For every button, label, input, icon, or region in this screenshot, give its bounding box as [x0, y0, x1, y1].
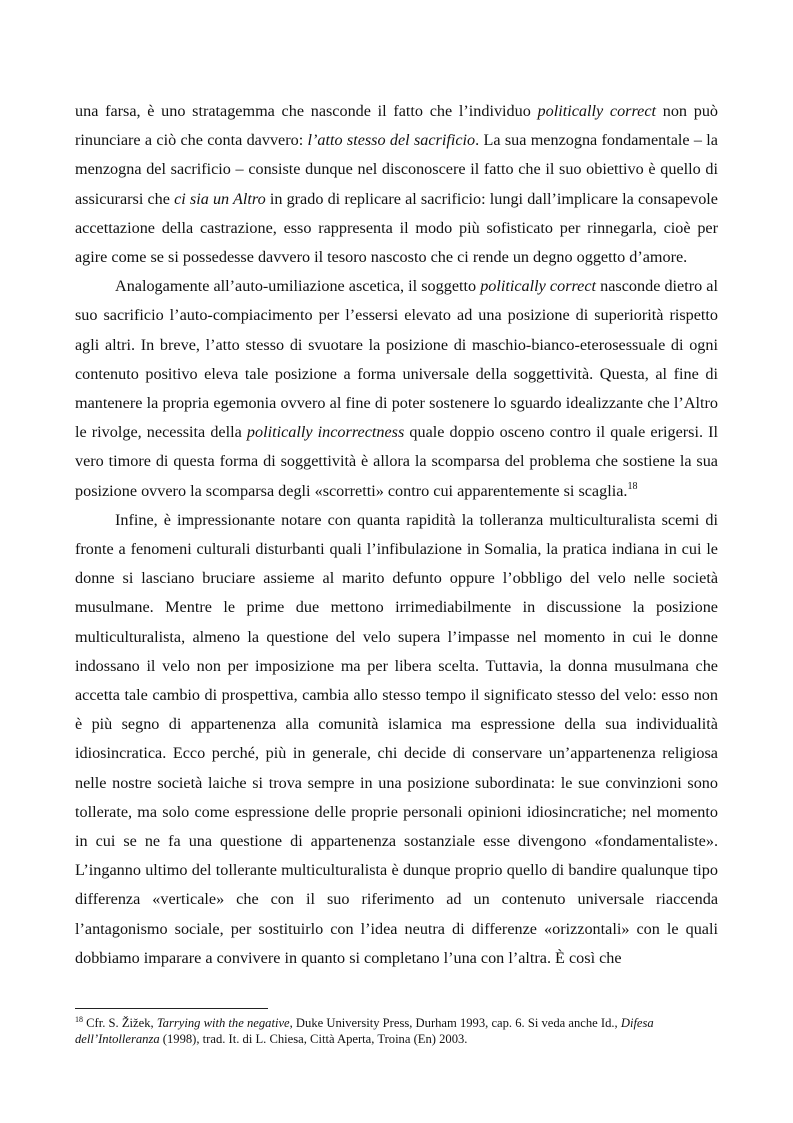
italic-term: politically correct	[480, 277, 597, 296]
italic-term: l’atto stesso del sacrificio	[307, 131, 476, 150]
paragraph-3: Infine, è impressionante notare con quanta rapidità la tolleranza multiculturalista scemi di fronte a fenomeni culturali disturbanti quali l’infibulazione in Somalia, la pratica indiana in cui le donne si lasciano bruciare assieme al marito defunto oppure l’obbligo del velo nelle società musulmane. Mentre le prime due mettono irrimediabilmente in discussione la posizione multiculturalista, almeno la questione del velo supera l’impasse nel momento in cui le donne indossano il velo non per imposizione ma per libera scelta. Tuttavia, la donna musulmana che accetta tale cambio di prospettiva, cambia allo stesso tempo il significato stesso del velo: esso non è più segno di appartenenza alla comunità islamica ma espressione della sua individualità idiosincratica. Ecco perché, più in generale, chi decide di conservare un’appartenenza religiosa nelle nostre società laiche si trova sempre in una posizione subordinata: le sue convinzioni sono tollerate, ma solo come espressione delle proprie personali opinioni idiosincratiche; nel momento in cui se ne fa una questione di appartenenza sostanziale esse divengono «fondamentaliste». L’inganno ultimo del tollerante multiculturalista è dunque proprio quello di bandire qualunque tipo differenza «verticale» che con il suo riferimento ad un contenuto universale riaccenda l’antagonismo sociale, per sostituirlo con l’idea neutra di differenze «orizzontali» con le quali dobbiamo imparare a convivere in quanto si completano l’una con l’altra. È così che	[75, 510, 718, 967]
italic-title: Tarrying with the negative	[156, 1016, 290, 1030]
footnote-number: 18	[75, 1015, 83, 1024]
footnote: $^{18}$ Cfr. S. Žižek, Tarrying with the negative, Duke University Press, Durham 1993, cap. 6. Si veda anche Id., Difesa dell’Intolleranza (1998), trad. It. di L. Chiesa, Città Aperta, Troina (En) 2003.	[75, 1015, 654, 1046]
paragraph-1: una farsa, è uno stratagemma che nasconde il fatto che l’individuo politically correct non può rinunciare a ciò che conta davvero: l’atto stesso del sacrificio. La sua menzogna fondamentale – la menzogna del sacrificio – consiste dunque nel disconoscere il fatto che il suo obiettivo è quello di assicurarsi che ci sia un Altro in grado di replicare al sacrificio: lungi dall’implicare la consapevole accettazione della castrazione, esso rappresenta il modo più sofisticato per rinnegarla, cioè per agire come se si possedesse davvero il tesoro nascosto che ci rende un degno oggetto d’amore.	[75, 102, 719, 267]
paragraph-2: Analogamente all’auto-umiliazione ascetica, il soggetto politically correct nasconde dietro al suo sacrificio l’auto-compiacimento per l’essersi elevato ad una posizione di superiorità rispetto agli altri. In breve, l’atto stesso di svuotare la posizione di maschio-bianco-eterosessuale di ogni contenuto positivo eleva tale posizione a forma universale della soggettività. Questa, al fine di mantenere la propria egemonia ovvero al fine di poter sostenere lo sguardo idealizzante che l’Altro le rivolge, necessita della politically incorrectness quale doppio osceno contro il quale erigersi. Il vero timore di questa forma di soggettività è allora la scomparsa del problema che sostiene la sua posizione ovvero la scomparsa degli «scorretti» contro cui apparentemente si scaglia.$^{18}$	[75, 277, 718, 500]
page-body	[75, 97, 718, 973]
italic-term: ci sia un Altro	[174, 189, 266, 208]
italic-title: Difesa dell’Intolleranza	[75, 1016, 654, 1046]
italic-term: politically incorrectness	[246, 423, 405, 442]
footnote-reference[interactable]: 18	[627, 480, 638, 492]
footnote-divider	[75, 1008, 268, 1009]
italic-term: politically correct	[537, 102, 657, 120]
